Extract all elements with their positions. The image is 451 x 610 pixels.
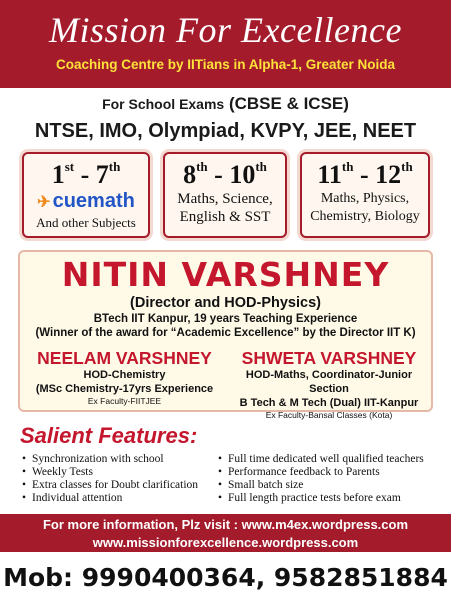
class-subjects-line-1: Maths, Physics,	[320, 191, 410, 206]
header-banner	[0, 0, 451, 88]
features-right-list	[218, 453, 443, 505]
class-from: 8	[183, 160, 197, 189]
faculty-panel	[18, 250, 433, 420]
class-to-sup: th	[108, 159, 121, 174]
class-range: 1st - 7th	[51, 159, 121, 189]
feature-item	[22, 453, 217, 466]
class-subjects: And other Subjects	[36, 215, 136, 230]
bullet-icon: •	[22, 453, 27, 465]
director-role: (Director and HOD-Physics)	[130, 295, 321, 311]
page-title: Mission For Excellence	[49, 10, 402, 50]
director-qualification: BTech IIT Kanpur, 19 years Teaching Experience	[93, 313, 358, 325]
rocket-icon: ✈	[37, 194, 51, 211]
cuemath-brand: cuemath	[52, 190, 135, 212]
class-from-sup: th	[196, 159, 208, 174]
class-to-sup: th	[255, 159, 267, 174]
faculty-ex: Ex Faculty-Bansal Classes (Kota)	[265, 410, 393, 420]
feature-text: Synchronization with school	[32, 453, 164, 465]
class-to-sup: th	[401, 159, 413, 174]
bullet-icon: •	[218, 492, 223, 504]
bullet-icon: •	[218, 453, 223, 465]
feature-item	[218, 466, 443, 479]
class-from: 11	[317, 160, 342, 189]
feature-item	[22, 479, 217, 492]
class-subjects-line-1: Maths, Science,	[177, 191, 273, 207]
class-to: 7	[95, 160, 109, 189]
feature-item	[22, 492, 217, 505]
bullet-icon: •	[22, 466, 27, 478]
boards-label: (CBSE & ICSE)	[228, 94, 349, 113]
bullet-icon: •	[22, 492, 27, 504]
class-from-sup: st	[64, 159, 75, 174]
school-exams-line	[0, 92, 451, 116]
feature-text: Performance feedback to Parents	[228, 466, 380, 478]
class-to: 12	[375, 160, 402, 189]
class-box-1-7	[22, 152, 150, 238]
class-range: 8th - 10th	[183, 159, 267, 189]
cuemath-logo	[24, 190, 148, 214]
website-link[interactable]: www.missionforexcellence.wordpress.com	[92, 535, 359, 550]
features-left-list	[22, 453, 217, 505]
feature-text: Small batch size	[228, 479, 304, 491]
info-link[interactable]: For more information, Plz visit : www.m4ex.wordpress.com	[42, 517, 409, 532]
class-range: 11th - 12th	[317, 159, 413, 189]
director-award: (Winner of the award for “Academic Excellence” by the Director IIT K)	[35, 327, 416, 339]
feature-text: Extra classes for Doubt clarification	[32, 479, 199, 491]
class-subjects-line-2: English & SST	[179, 209, 271, 225]
feature-item	[218, 453, 443, 466]
feature-item	[218, 479, 443, 492]
class-box-11-12	[300, 152, 430, 238]
feature-text: Full length practice tests before exam	[228, 492, 401, 504]
director-name: NITIN VARSHNEY	[61, 255, 390, 294]
footer-banner	[0, 514, 451, 552]
class-box-8-10	[163, 152, 287, 238]
class-from: 1	[51, 160, 65, 189]
competitive-exams-line: NTSE, IMO, Olympiad, KVPY, JEE, NEET	[34, 120, 417, 142]
class-to: 10	[229, 160, 256, 189]
faculty-role: HOD-Maths, Coordinator-Junior Section	[245, 369, 413, 395]
feature-text: Individual attention	[32, 492, 123, 504]
bullet-icon: •	[218, 479, 223, 491]
faculty-detail: B Tech & M Tech (Dual) IIT-Kanpur	[239, 397, 419, 409]
faculty-name: NEELAM VARSHNEY	[37, 348, 212, 368]
faculty-detail: (MSc Chemistry-17yrs Experience	[35, 383, 214, 395]
class-from-sup: th	[341, 159, 354, 174]
class-subjects-line-2: Chemistry, Biology	[310, 209, 420, 224]
bullet-icon: •	[22, 479, 27, 491]
faculty-shweta	[227, 348, 431, 421]
faculty-ex: Ex Faculty-FIITJEE	[87, 396, 162, 406]
faculty-name: SHWETA VARSHNEY	[241, 348, 417, 368]
faculty-role: HOD-Chemistry	[83, 369, 166, 381]
salient-features-title: Salient Features:	[20, 423, 198, 448]
bullet-icon: •	[218, 466, 223, 478]
page-subtitle: Coaching Centre by IITians in Alpha-1, Greater Noida	[55, 57, 396, 72]
school-exams-label: For School Exams	[102, 96, 225, 112]
faculty-neelam	[22, 348, 227, 407]
mobile-numbers: Mob: 9990400364, 9582851884	[3, 563, 448, 592]
feature-item	[218, 492, 443, 505]
feature-text: Weekly Tests	[32, 466, 93, 478]
feature-item	[22, 466, 217, 479]
feature-text: Full time dedicated well qualified teachers	[228, 453, 424, 465]
